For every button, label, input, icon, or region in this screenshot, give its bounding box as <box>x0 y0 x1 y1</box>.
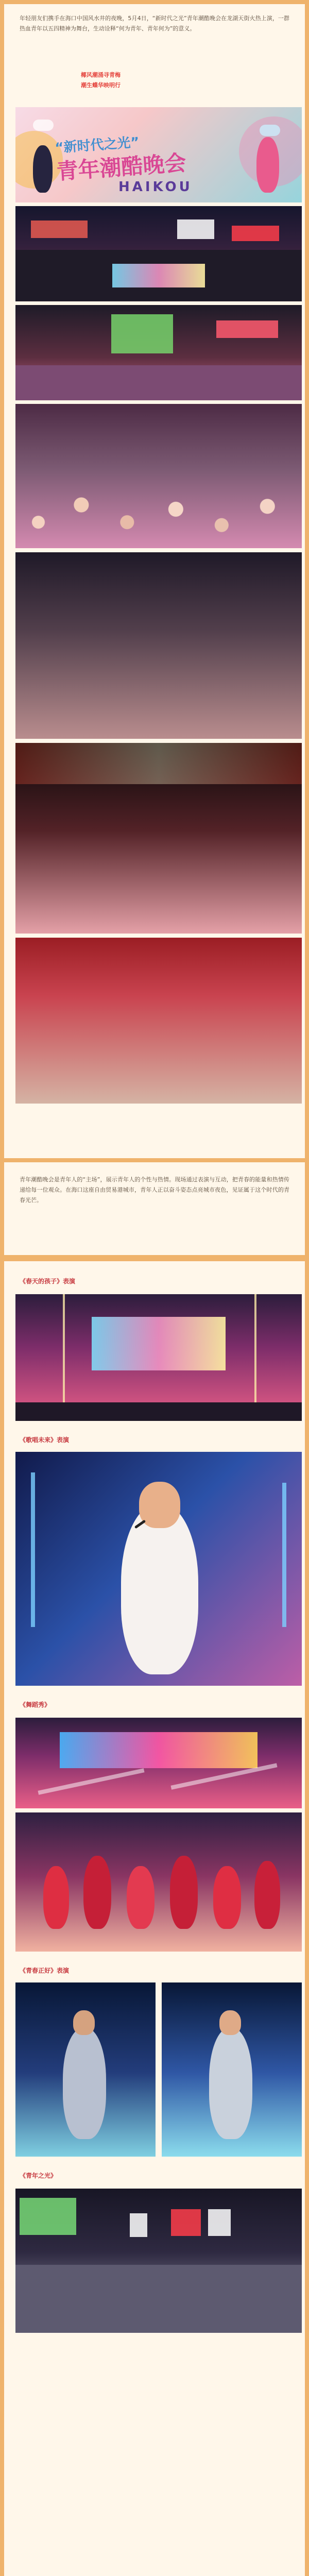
singer-female-2-head <box>219 2010 241 2035</box>
intro-card <box>4 4 305 1158</box>
body-card <box>4 1162 305 1255</box>
section-label-2: 《歌唱未来》表演 <box>20 1436 70 1444</box>
poster-title-line-1: “新时代之光” <box>54 134 140 156</box>
dancer-6 <box>254 1861 280 1929</box>
photo-singer-female-2 <box>162 1982 302 2157</box>
photo-mall-finale <box>15 2189 302 2333</box>
stage-column-left <box>31 1472 35 1627</box>
intro-links <box>81 70 121 91</box>
stage-light-2 <box>254 1294 256 1413</box>
poster-figure-left <box>33 145 53 193</box>
dancer-3 <box>127 1866 154 1929</box>
mall-sign-3 <box>232 226 279 241</box>
finale-sign-2 <box>130 2213 147 2237</box>
photo-singer-male <box>15 1452 302 1686</box>
singer-female-2-figure <box>209 2028 252 2139</box>
crowd-silhouette <box>15 365 302 400</box>
photo-dance-stage <box>15 1718 302 1808</box>
finale-sign-1 <box>20 2198 76 2235</box>
mall-sign-2 <box>177 219 214 239</box>
poster-title <box>54 127 187 183</box>
decorative-badge-1 <box>33 120 54 131</box>
stage-backdrop <box>15 743 302 784</box>
mall-sign-4 <box>111 314 173 353</box>
dancer-1 <box>43 1866 69 1929</box>
stage-screen-main <box>92 1317 226 1370</box>
intro-link-2[interactable]: 潮生蝶华映明行 <box>81 82 121 89</box>
stage-light-1 <box>63 1294 65 1413</box>
body-paragraph: 青年潮酷晚会是青年人的“主场”，展示青年人的个性与热情。现场通过表演与互动，把青春的能量和热情传递给每一位观众。在海口这座自由贸易港城市，青年人正以奋斗姿态点亮城市夜色，见证属于这个时代的青春光芒。 <box>20 1176 289 1204</box>
photo-mall-night-1 <box>15 206 302 301</box>
photo-crowd-2 <box>15 552 302 739</box>
mall-sign-5 <box>216 320 278 338</box>
dancer-5 <box>213 1866 241 1929</box>
singer-female-1-head <box>73 2010 95 2035</box>
finale-building <box>15 2265 302 2333</box>
photo-singer-female-1 <box>15 1982 156 2157</box>
finale-sign-4 <box>208 2209 231 2236</box>
program-card <box>4 1261 305 2576</box>
mall-sign-1 <box>31 221 88 238</box>
intro-link-1[interactable]: 椰风潮涌寻青梅 <box>81 72 121 78</box>
stage-light-ribbon-1 <box>38 1768 144 1794</box>
dancer-4 <box>170 1856 198 1929</box>
stage-floor <box>15 1402 302 1421</box>
photo-stage-performance-1 <box>15 1294 302 1421</box>
stage-screen-dance <box>60 1732 258 1768</box>
poster-title-line-2: 青年潮酷晚会 <box>56 150 187 184</box>
section-label-5: 《青年之光》 <box>20 2172 57 2179</box>
photo-crowd-1 <box>15 404 302 548</box>
stage-column-right <box>282 1483 286 1627</box>
poster-figure-right <box>256 137 279 193</box>
section-label-4: 《青春正好》表演 <box>20 1967 70 1974</box>
photo-dance-group <box>15 1812 302 1952</box>
dancer-2 <box>83 1856 111 1929</box>
photo-mall-night-2 <box>15 305 302 400</box>
singer-male-figure <box>121 1504 198 1674</box>
poster-subtitle: HAIKOU <box>118 179 193 195</box>
finale-sign-3 <box>171 2209 201 2236</box>
photo-crowd-4 <box>15 938 302 1104</box>
stage-screen <box>112 264 205 287</box>
singer-female-1-figure <box>63 2028 106 2139</box>
photo-crowd-3 <box>15 743 302 934</box>
section-label-1: 《春天的孩子》表演 <box>20 1278 76 1285</box>
section-label-3: 《舞蹈秀》 <box>20 1701 51 1708</box>
poster-banner <box>15 107 302 202</box>
decorative-badge-2 <box>260 125 280 136</box>
intro-paragraph: 年轻朋友们携手在海口中国风水井的夜晚，5月4日，“新时代之光”青年潮酷晚会在龙湖天街火热上演，一群热血青年以五四精神为舞台，生动诠释“何为青年、青年何为”的意义。 <box>20 15 289 32</box>
